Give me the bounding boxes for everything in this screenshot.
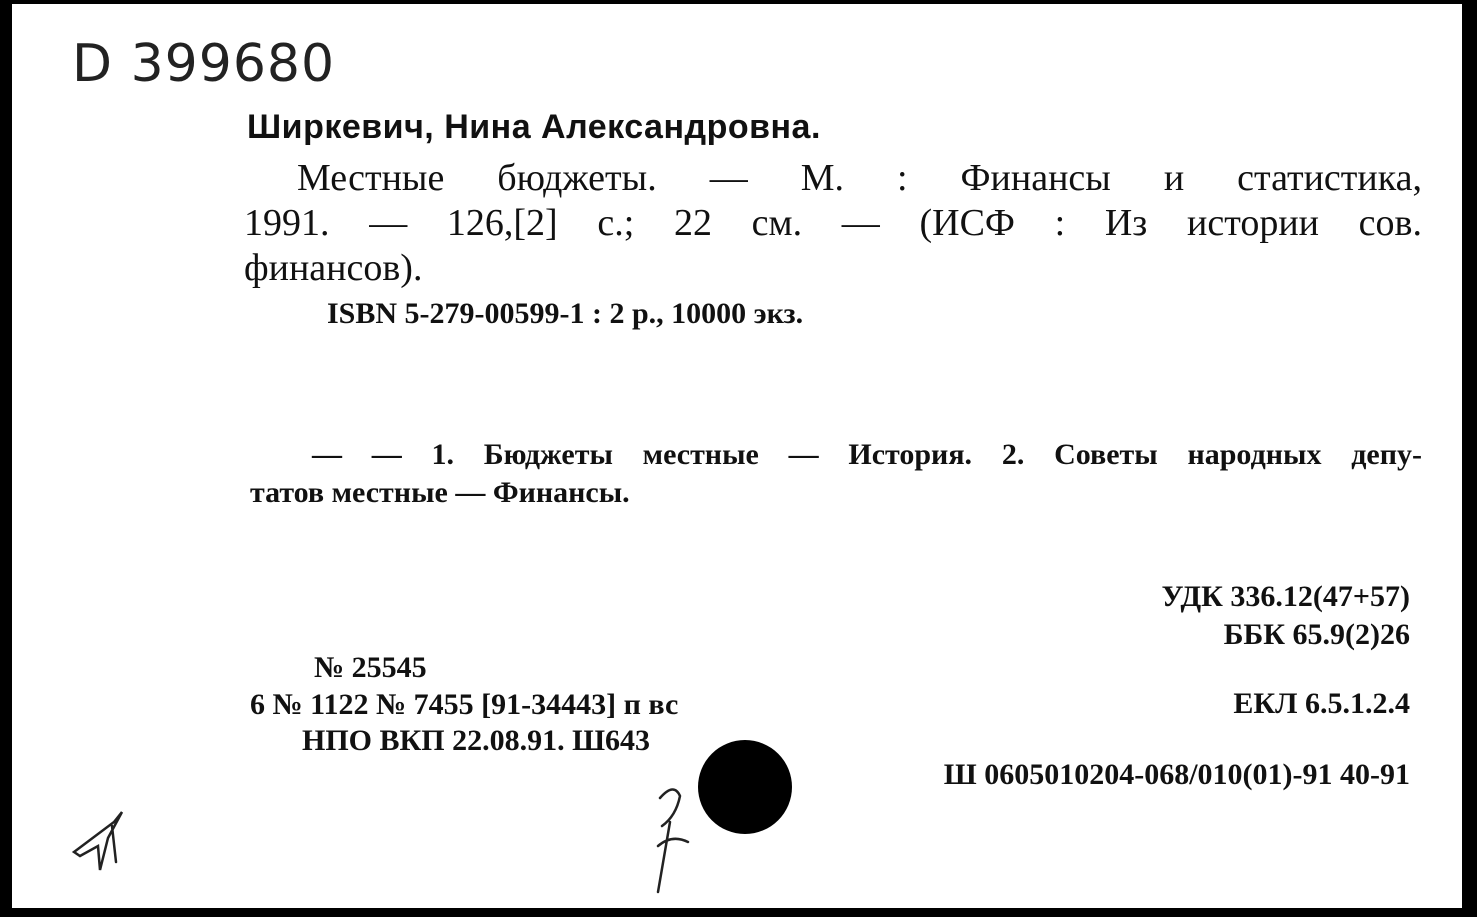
bbk-code: ББК 65.9(2)26 bbox=[1223, 618, 1410, 651]
handwritten-marks bbox=[12, 4, 1462, 908]
udk-code: УДК 336.12(47+57) bbox=[1161, 580, 1410, 613]
author-heading: Ширкевич, Нина Александровна. bbox=[247, 108, 821, 146]
pencil-mark-icon bbox=[74, 812, 122, 870]
isbn-line: ISBN 5-279-00599-1 : 2 р., 10000 экз. bbox=[327, 297, 804, 330]
npo-line: НПО ВКП 22.08.91. Ш643 bbox=[302, 724, 651, 757]
title-line: Местные бюджеты. — М. : Финансы и статистика, bbox=[297, 157, 1422, 199]
subjects-line-1: — — 1. Бюджеты местные — История. 2. Советы народных депу- bbox=[312, 438, 1422, 471]
codes-line: 6 № 1122 № 7455 [91-34443] п вс bbox=[250, 688, 679, 721]
shifr-code: Ш 0605010204-068/010(01)-91 40-91 bbox=[943, 758, 1410, 791]
subjects-line-2: татов местные — Финансы. bbox=[250, 476, 630, 509]
order-number: № 25545 bbox=[314, 651, 427, 684]
catalog-card bbox=[12, 4, 1462, 908]
imprint-line: 1991. — 126,[2] с.; 22 см. — (ИСФ : Из истории сов. bbox=[244, 202, 1422, 244]
series-end-line: финансов). bbox=[244, 247, 423, 289]
handwritten-digit-icon bbox=[658, 789, 688, 892]
ekl-code: ЕКЛ 6.5.1.2.4 bbox=[1233, 687, 1410, 720]
inventory-number: D 399680 bbox=[72, 34, 336, 94]
